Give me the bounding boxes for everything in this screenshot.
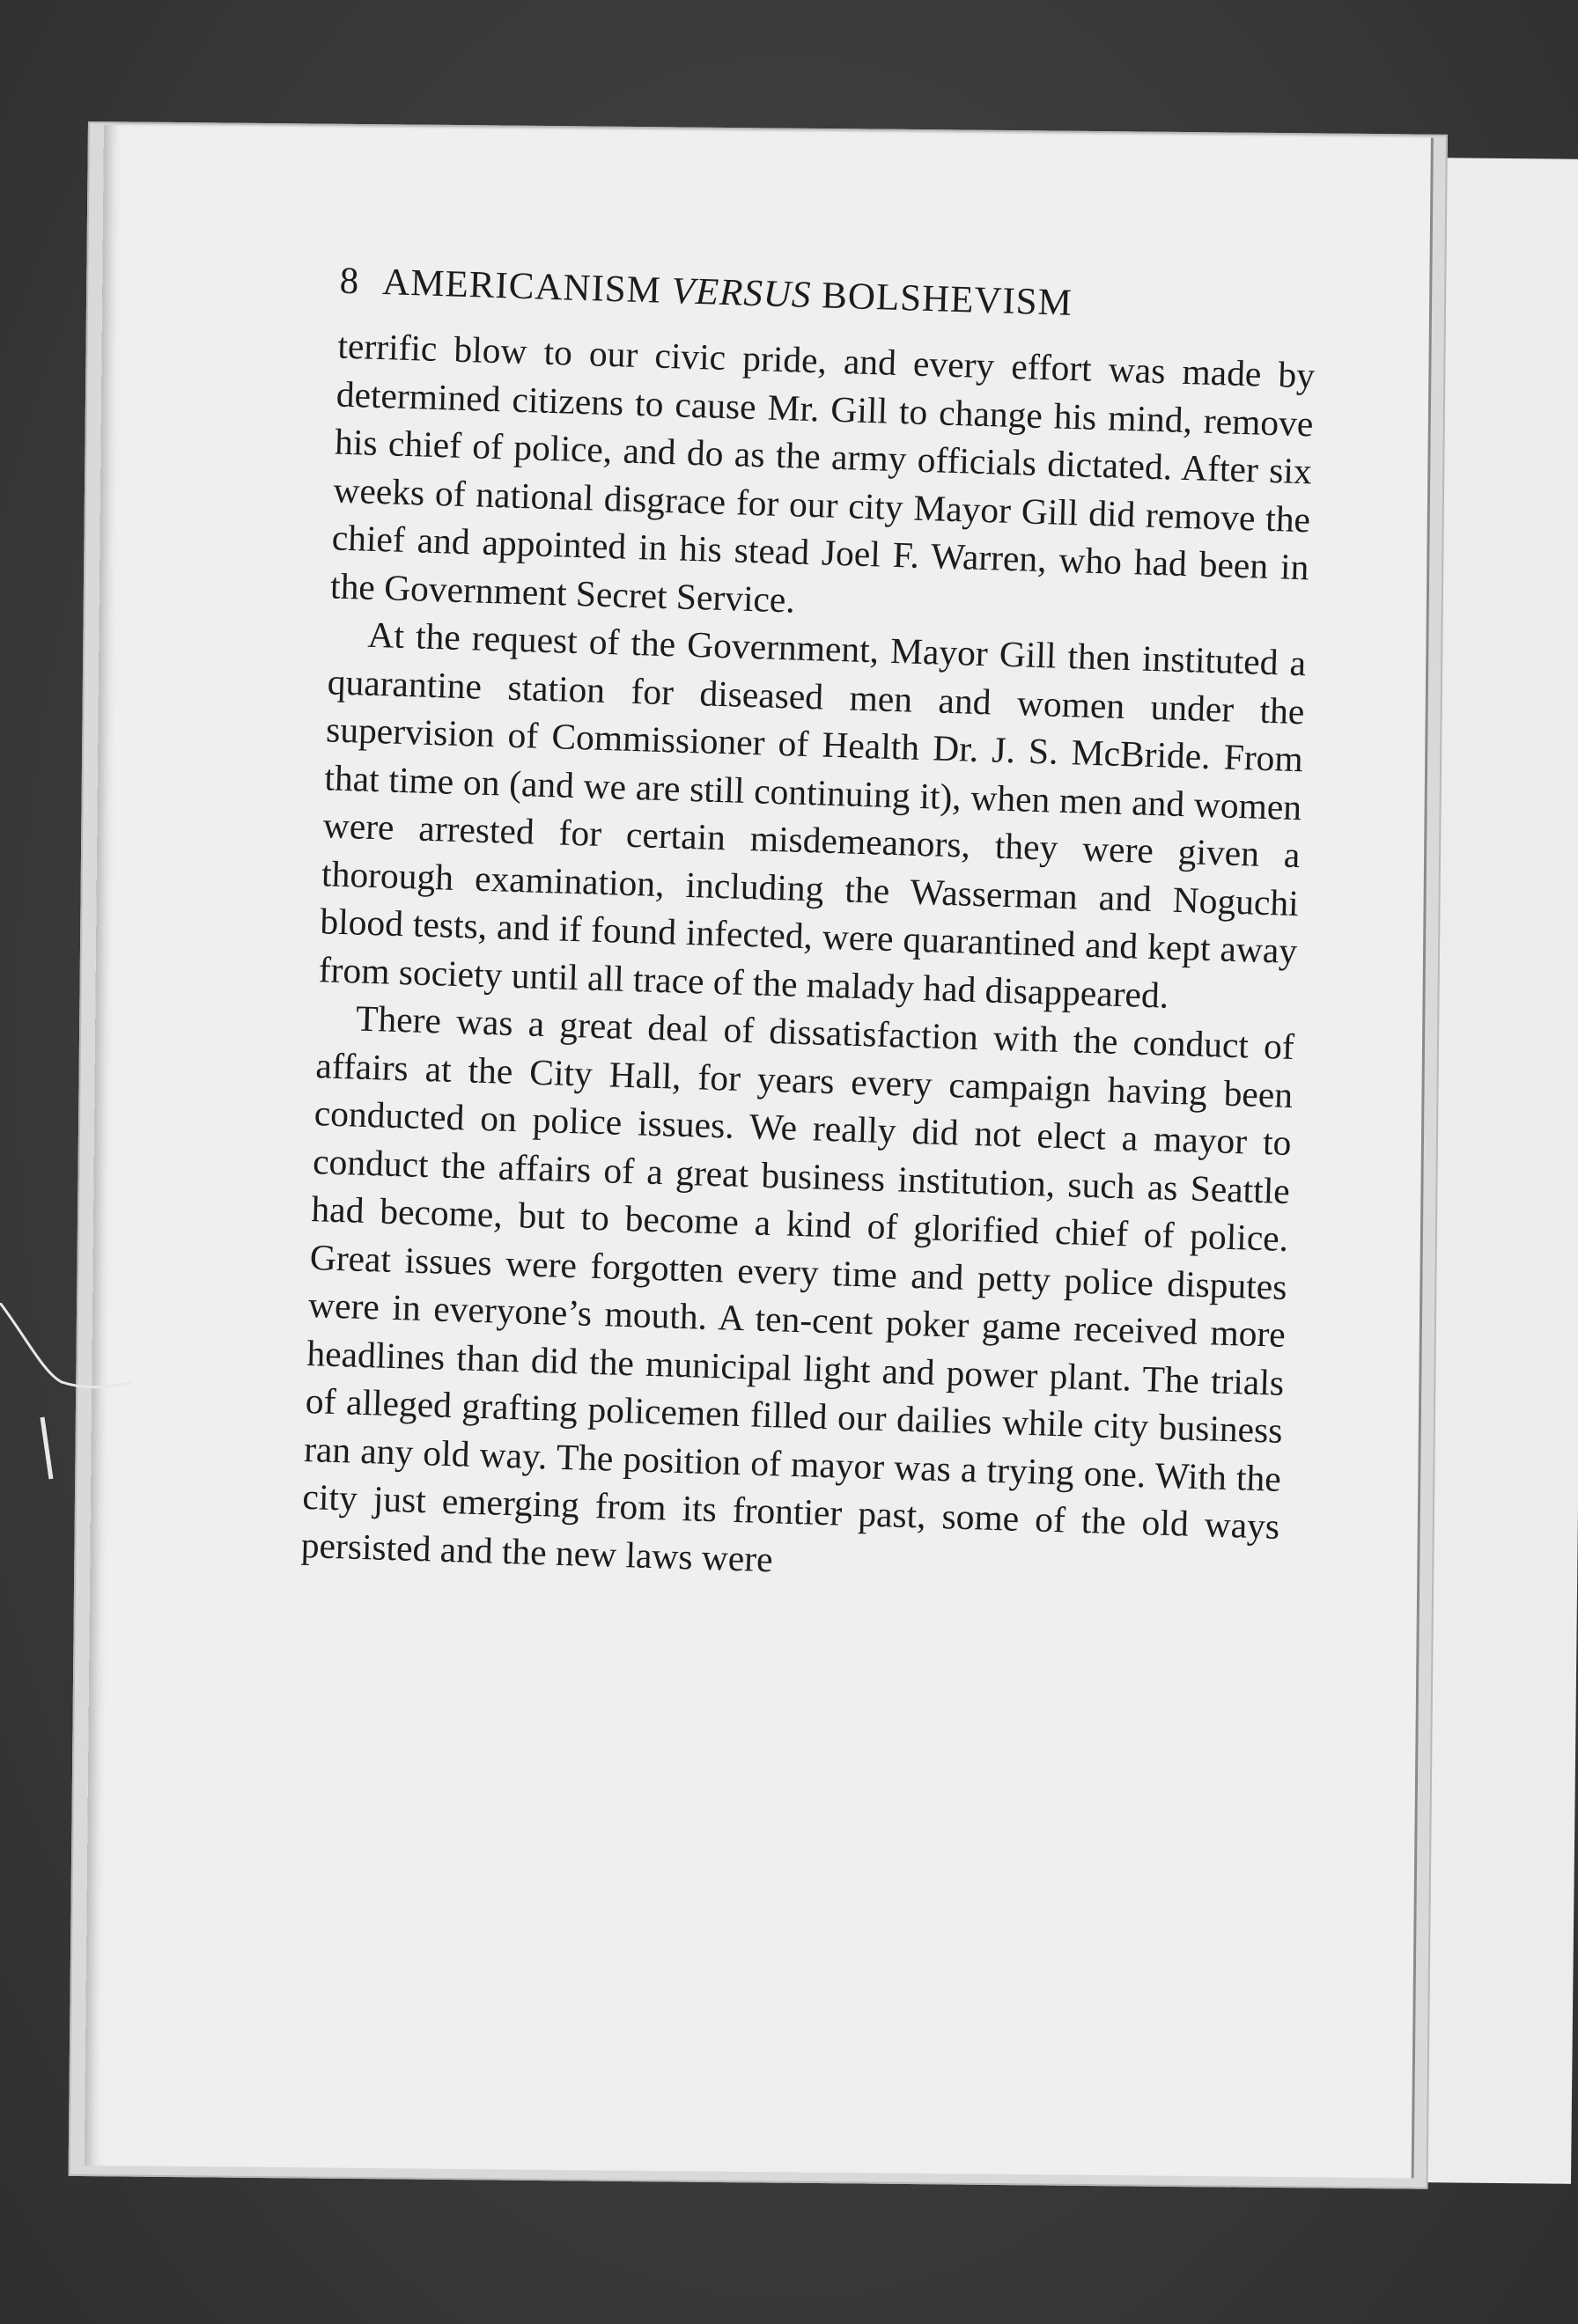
running-head-title-start: AMERICANISM	[381, 261, 662, 312]
paragraph-2: At the request of the Government, Mayor Gill then instituted a quarantine station for diseased men and women under the supervision of Commissioner of Health Dr. J. S. McBride. From that time on (and we are still continuing it), when men and women were arrested for certain misdemeanors, they were given a thorough examination, including the Wasserman and Noguchi blood tests, and if found infected, were quarantined and kept away from society until all trace of the malady had disappeared.	[318, 614, 1307, 1016]
paragraph-3: There was a great deal of dissatisfaction with the conduct of affairs at the City Hall, for years every campaign having been conducted on police issues. We really did not elect a mayor to conduct the affairs of a great business institution, such as Seattle had become, but to become a kind of glorified chief of police. Great issues were forgotten every time and petty police disputes were in everyone’s mouth. A ten-cent poker game received more headlines than did the municipal light and power plant. The trials of alleged grafting policemen filled our dailies while city business ran any old way. The position of mayor was a trying one. With the city just emerging from its frontier past, some of the old ways persisted and the new laws were	[300, 997, 1295, 1579]
book-page	[85, 125, 1434, 2178]
page-number: 8	[339, 260, 361, 303]
running-head-title-italic: VERSUS	[670, 270, 813, 316]
paragraph-1: terrific blow to our civic pride, and every effort was made by determined citizens to cause Mr. Gill to change his mind, remove his chief of police, and do as the army officials dictated. After six weeks of national disgrace for our city Mayor Gill did remove the chief and appointed in his stead Joel F. Warren, who had been in the Government Secret Service.	[329, 325, 1316, 621]
running-head	[339, 260, 1317, 333]
loose-thread	[0, 1303, 141, 1523]
running-head-title-end: BOLSHEVISM	[821, 275, 1073, 324]
body-text	[300, 322, 1316, 1599]
page-text-block	[300, 260, 1317, 1599]
